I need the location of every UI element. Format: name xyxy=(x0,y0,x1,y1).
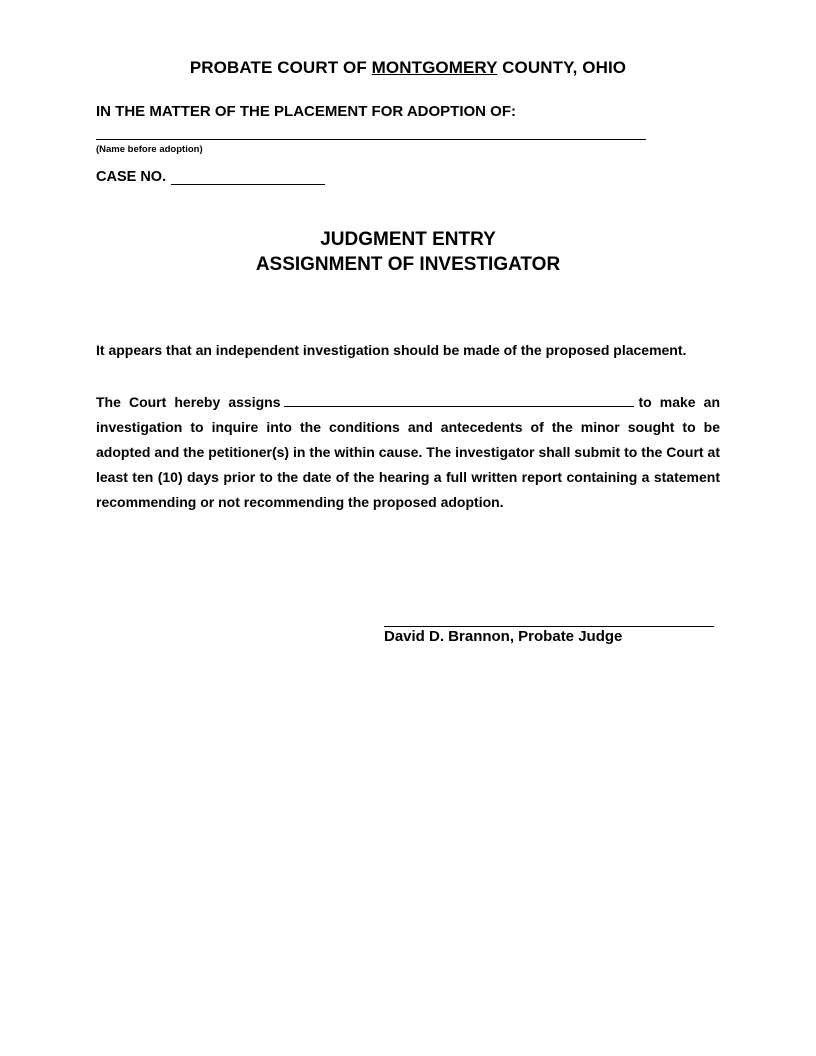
assignment-text-rest: to make an investigation to inquire into the conditions and antecedents of the minor sought to be adopted and the petitioner(s) in the within cause. The investigator shall submit to the Court at least ten (10) days prior to the date of the hearing a full written report containing a statement recommending or not recommending the proposed adoption. xyxy=(96,394,720,510)
assignment-text-start: The Court hereby assigns xyxy=(96,394,281,410)
matter-title: IN THE MATTER OF THE PLACEMENT FOR ADOPTION OF: xyxy=(96,103,516,120)
case-number-row xyxy=(96,169,325,185)
paragraph-assignment xyxy=(96,390,720,515)
county-name: MONTGOMERY xyxy=(371,58,498,77)
adoptee-name-field[interactable] xyxy=(96,139,646,140)
judge-name: David D. Brannon, Probate Judge xyxy=(384,628,623,645)
case-number-label: CASE NO. xyxy=(96,169,167,185)
case-number-field[interactable] xyxy=(171,170,325,185)
signature-line[interactable] xyxy=(384,626,714,627)
court-title-suffix: COUNTY, OHIO xyxy=(497,58,627,77)
document-heading: JUDGMENT ENTRY xyxy=(320,229,496,250)
paragraph-investigation: It appears that an independent investigation should be made of the proposed placement. xyxy=(96,342,687,358)
court-title xyxy=(0,58,816,78)
investigator-name-field[interactable] xyxy=(284,393,634,407)
document-subheading: ASSIGNMENT OF INVESTIGATOR xyxy=(255,254,561,275)
court-title-prefix: PROBATE COURT OF xyxy=(189,58,372,77)
name-caption: (Name before adoption) xyxy=(96,144,203,155)
